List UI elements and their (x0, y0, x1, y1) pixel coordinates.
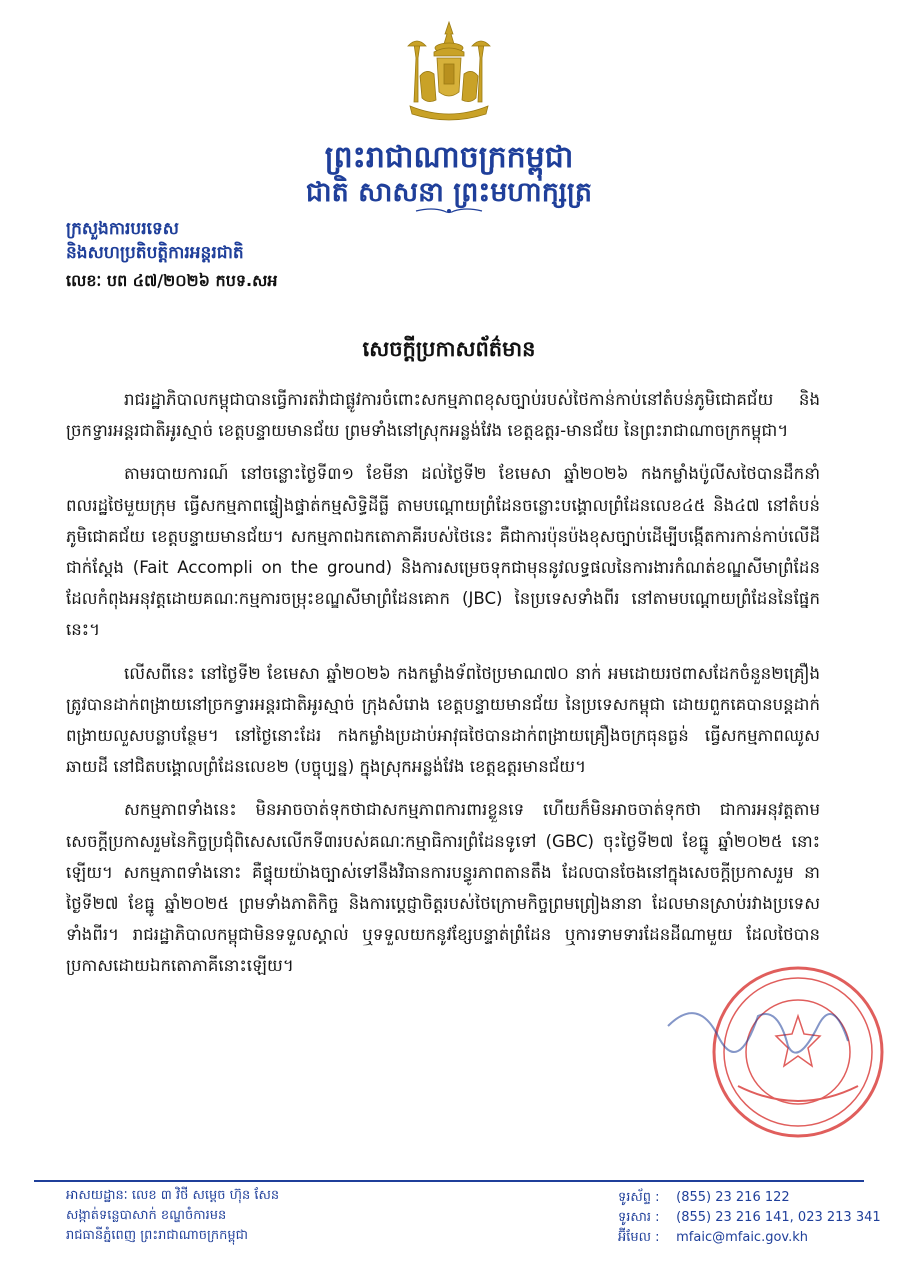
divider-ornament-icon (414, 206, 484, 216)
address-line1: អាសយដ្ឋានៈ លេខ ៣ វិថី សម្តេច ហ៊ុន សែន (66, 1188, 280, 1203)
document-title: សេចក្តីប្រកាសព័ត៌មាន (362, 337, 536, 361)
ministry-seal-stamp-icon (648, 956, 888, 1156)
paragraph-4: សកម្មភាពទាំងនេះ មិនអាចចាត់ទុកថាជាសកម្មភាពការពារខ្លួនទេ ហើយក៏មិនអាចចាត់ទុកថា ជាការអនុវត្តតាមសេចក្តីប្រកាសរួមនៃកិច្ចប្រជុំពិសេសលើកទី៣របស់គណៈកម្មាធិការព្រំដែនទូទៅ (GBC) ចុះថ្ងៃទី២៧ ខែធ្នូ ឆ្នាំ២០២៥ នោះឡើយ។ សកម្មភាពទាំងនោះ គឺផ្ទុយយ៉ាងច្បាស់ទៅនឹងវិធានការបន្ធូរភាពតានតឹង ដែលបានចែងនៅក្នុងសេចក្តីប្រកាសរួម នាថ្ងៃទី២៧ ខែធ្នូ ឆ្នាំ២០២៥ ព្រមទាំងភាតិកិច្ច និងការប្តេជ្ញាចិត្តរបស់ថៃក្រោមកិច្ចព្រមព្រៀងនានា ដែលមានស្រាប់រវាងប្រទេសទាំងពីរ។ រាជរដ្ឋាភិបាលកម្ពុជាមិនទទួលស្គាល់ ឬទទួលយកនូវខ្សែបន្ទាត់ព្រំដែន ឬការទាមទារដែនដីណាមួយ ដែលថៃបានប្រកាសដោយឯកតោភាគីនោះឡើយ។ (66, 800, 820, 976)
national-motto: ជាតិ សាសនា ព្រះមហាក្សត្រ (305, 177, 593, 208)
address-line2: សង្កាត់ទន្លេបាសាក់ ខណ្ឌចំការមន (66, 1208, 227, 1223)
paragraph-1: រាជរដ្ឋាភិបាលកម្ពុជាបានធ្វើការតវ៉ាជាផ្លូវការចំពោះសកម្មភាពខុសច្បាប់របស់ថៃកាន់កាប់នៅតំបន់ភូមិជោគជ័យ និងច្រកទ្វារអន្តរជាតិអូរស្មាច់ ខេត្តបន្ទាយមានជ័យ ព្រមទាំងនៅស្រុកអន្លង់វែង ខេត្តឧត្តរ-មានជ័យ នៃព្រះរាជាណាចក្រកម្ពុជា។ (66, 390, 820, 441)
paragraph-2: តាមរបាយការណ៍ នៅចន្លោះថ្ងៃទី៣១ ខែមីនា ដល់ថ្ងៃទី២ ខែមេសា ឆ្នាំ២០២៦ កងកម្លាំងប៉ូលីសថៃបានដឹកនាំពលរដ្ឋថៃមួយក្រុម ធ្វើសកម្មភាពផ្ទៀងផ្ទាត់កម្មសិទ្ធិដីធ្លី តាមបណ្តោយព្រំដែនចន្លោះបង្គោលព្រំដែនលេខ៤៥ និង៤៧ នៅតំបន់ភូមិជោគជ័យ ខេត្តបន្ទាយមានជ័យ។ សកម្មភាពឯកតោភាគីរបស់ថៃនេះ គឺជាការប៉ុនប៉ងខុសច្បាប់ដើម្បីបង្កើតការកាន់កាប់លើដីជាក់ស្តែង (Fait Accompli on the ground) និងការសម្រេចទុកជាមុននូវលទ្ធផលនៃការងារកំណត់ខណ្ឌសីមាព្រំដែនដែលកំពុងអនុវត្តដោយគណៈកម្មការចម្រុះខណ្ឌសីមាព្រំដែនគោក (JBC) នៃប្រទេសទាំងពីរ នៅតាមបណ្តោយព្រំដែននៃផ្នែកនេះ។ (66, 464, 820, 640)
email-label: អ៊ីមែល : (618, 1230, 660, 1245)
fax-value: (855) 23 216 141, 023 213 341 (676, 1210, 881, 1225)
document-body (66, 384, 820, 994)
email-link[interactable]: mfaic@mfaic.gov.kh (676, 1230, 808, 1245)
kingdom-name: ព្រះរាជាណាចក្រកម្ពុជា (324, 140, 574, 175)
phone-label: ទូរស័ព្ទ : (618, 1190, 660, 1205)
handwritten-signature-icon (668, 1013, 848, 1053)
footer-divider (34, 1180, 864, 1182)
ministry-name-line1: ក្រសួងការបរទេស (66, 219, 179, 239)
paragraph-3: លើសពីនេះ នៅថ្ងៃទី២ ខែមេសា ឆ្នាំ២០២៦ កងកម្លាំងទ័ពថៃប្រមាណ៧០ នាក់ អមដោយរថពាសដែកចំនួន២គ្រឿង ត្រូវបានដាក់ពង្រាយនៅច្រកទ្វារអន្តរជាតិអូរស្មាច់ ក្រុងសំរោង ខេត្តបន្ទាយមានជ័យ នៃប្រទេសកម្ពុជា ដោយពួកគេបានបន្តដាក់ពង្រាយលួសបន្លាបន្ថែម។ នៅថ្ងៃនោះដែរ កងកម្លាំងប្រដាប់អាវុធថៃបានដាក់ពង្រាយគ្រឿងចក្រធុនធ្ងន់ ធ្វើសកម្មភាពឈូសឆាយដី នៅជិតបង្គោលព្រំដែនលេខ២ (បច្ចុប្បន្ន) ក្នុងស្រុកអន្លង់វែង ខេត្តឧត្តរមានជ័យ។ (66, 663, 820, 777)
footer-address (66, 1186, 279, 1246)
footer-contacts (618, 1188, 881, 1248)
address-line3: រាជធានីភ្នំពេញ ព្រះរាជាណាចក្រកម្ពុជា (66, 1228, 248, 1243)
reference-number: លេខៈ បព ៤៧/២០២៦ កបទ.សអ (66, 271, 278, 290)
phone-value: (855) 23 216 122 (676, 1190, 790, 1205)
royal-coat-of-arms-icon (394, 18, 504, 128)
ministry-name-line2: និងសហប្រតិបត្តិការអន្តរជាតិ (66, 243, 244, 263)
fax-label: ទូរសារ : (618, 1210, 660, 1225)
